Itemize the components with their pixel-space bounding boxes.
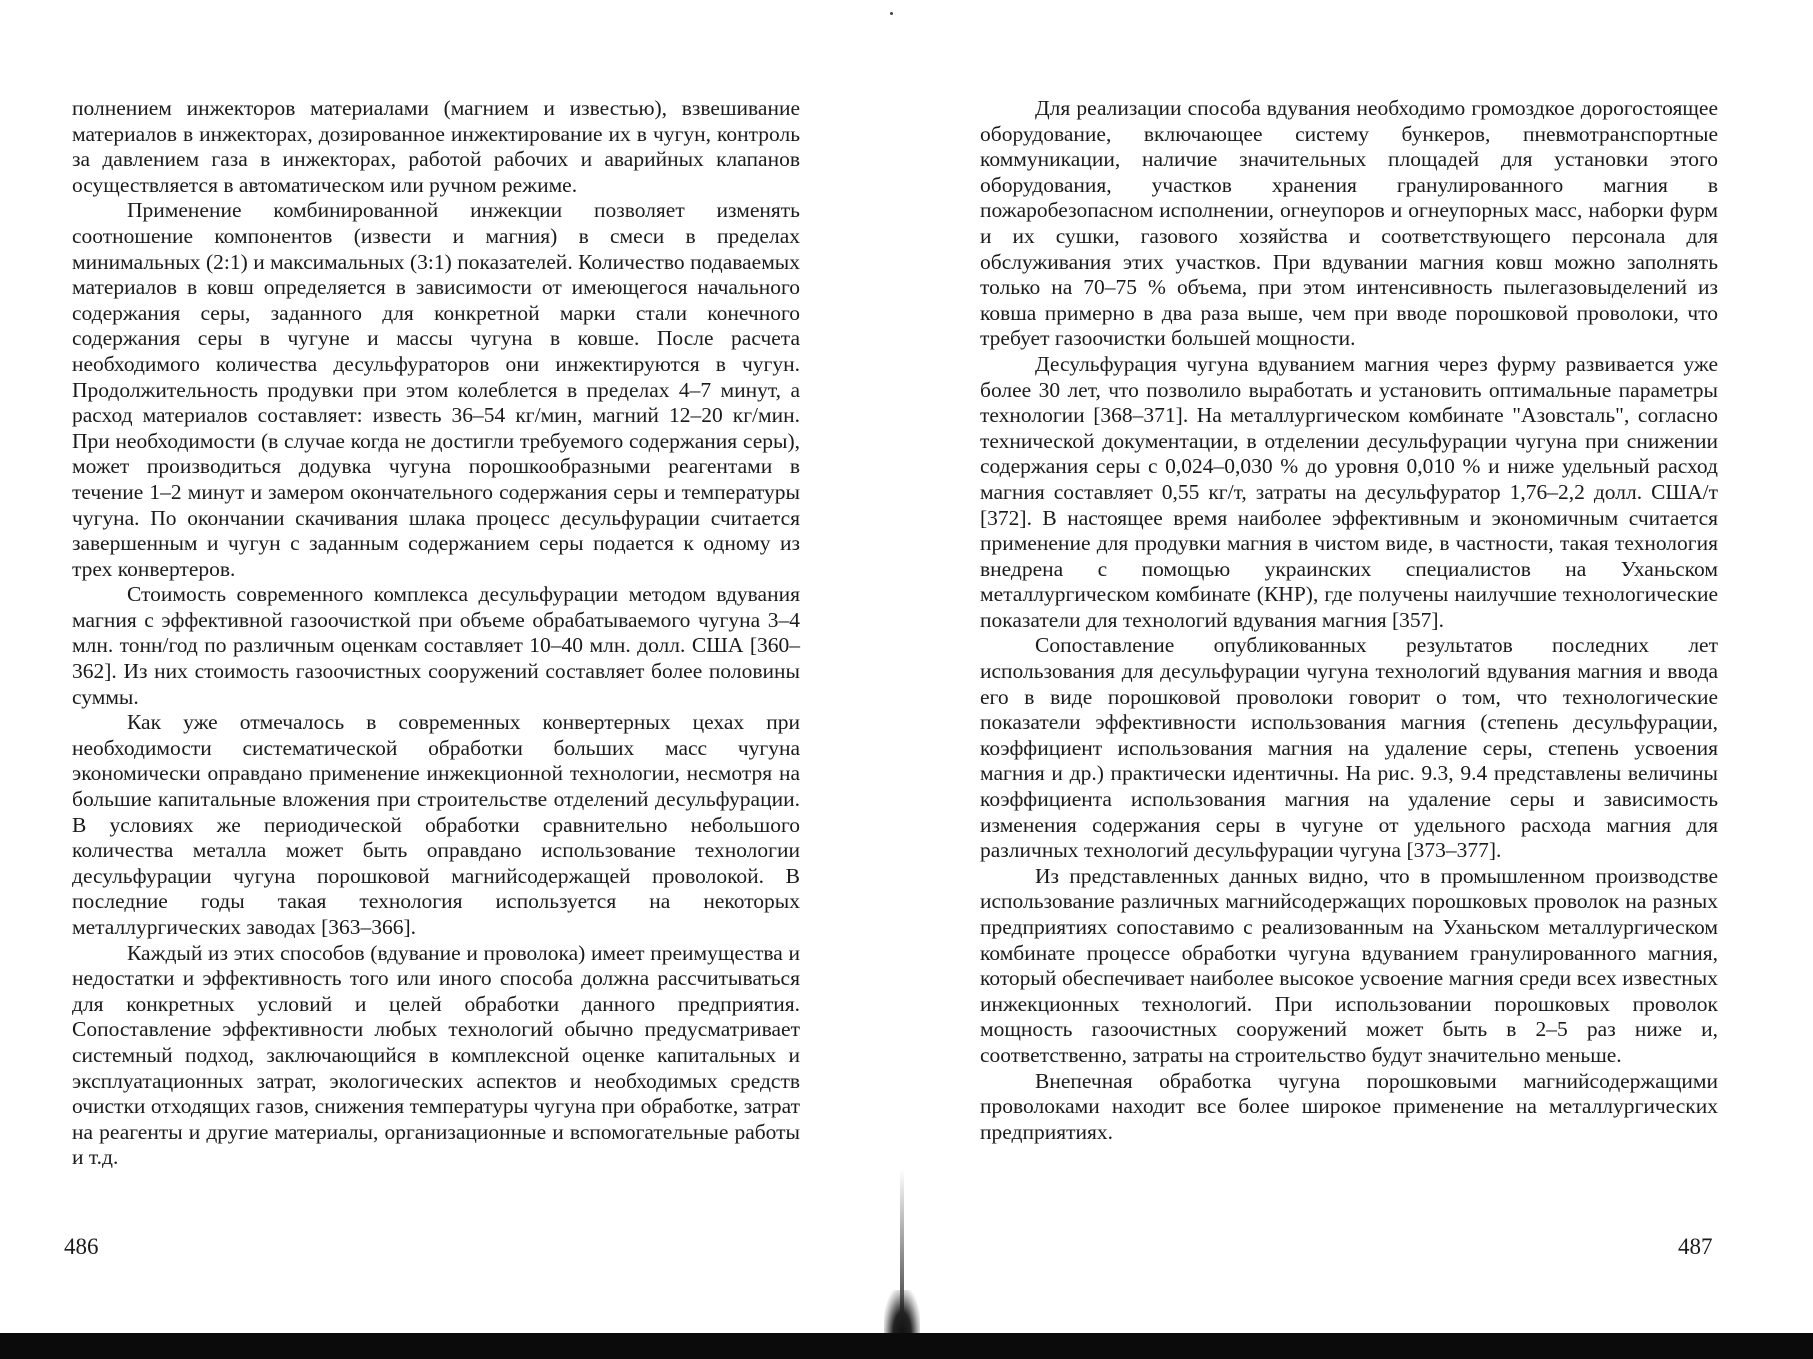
paragraph: Внепечная обработка чугуна порошковыми магнийсодержащими проволоками находит все более широкое применение на металлургических предприятиях. bbox=[980, 1068, 1718, 1144]
paragraph: Десульфурация чугуна вдуванием магния через фурму развивается уже более 30 лет, что позволило выработать и установить оптимальные параметры технологии [368–371]. На металлургическом комбинате "Азовсталь", согласно технической документации, в отделении десульфурации чугуна при снижении содержания серы с 0,024–0,030 % до уровня 0,010 % и ниже удельный расход магния составляет 0,55 кг/т, затраты на десульфуратор 1,76–2,2 долл. США/т [372]. В настоящее время наиболее эффективным и экономичным считается применение для продувки магния в чистом виде, в частности, такая технология внедрена с помощью украинских специалистов на Уханьском металлургическом комбинате (КНР), где получены наилучшие технологические показатели для технологий вдувания магния [357]. bbox=[980, 351, 1718, 632]
paragraph: Из представленных данных видно, что в промышленном производстве использование различных магнийсодержащих порошковых проволок на разных предприятиях сопоставимо с реализованным на Уханьском металлургическом комбинате процессе обработки чугуна вдуванием гранулированного магния, который обеспечивает наиболее высокое усвоение магния среди всех известных инжекционных технологий. При использовании порошковых проволок мощность газоочистных сооружений может быть в 2–5 раз ниже и, соответственно, затраты на строительство будут значительно меньше. bbox=[980, 863, 1718, 1067]
scan-speck bbox=[890, 12, 893, 15]
paragraph: Применение комбинированной инжекции позволяет изменять соотношение компонентов (извести и магния) в смеси в пределах минимальных (2:1) и максимальных (3:1) показателей. Количество подаваемых материалов в ковш определяется в зависимости от имеющегося начального содержания серы, заданного для конкретной марки стали конечного содержания серы в чугуне и массы чугуна в ковше. После расчета необходимого количества десульфураторов они инжектируются в чугун. Продолжительность продувки при этом колеблется в пределах 4–7 минут, а расход материалов составляет: известь 36–54 кг/мин, магний 12–20 кг/мин. При необходимости (в случае когда не достигли требуемого содержания серы), может производиться додувка чугуна порошкообразными реагентами в течение 1–2 минут и замером окончательного содержания серы и температуры чугуна. По окончании скачивания шлака процесс десульфурации считается завершенным и чугун с заданным содержанием серы подается к одному из трех конвертеров. bbox=[72, 198, 800, 581]
page-number-left: 486 bbox=[64, 1234, 99, 1259]
left-page bbox=[0, 0, 900, 1359]
scan-bottom-edge bbox=[0, 1333, 1813, 1359]
paragraph: Сопоставление опубликованных результатов последних лет использования для десульфурации чугуна технологий вдувания магния и ввода его в виде порошковой проволоки говорит о том, что технологические показатели эффективности использования магния (степень десульфурации, коэффициент использования магния на удаление серы, степень усвоения магния и др.) практически идентичны. На рис. 9.3, 9.4 представлены величины коэффициента использования магния на удаление серы и зависимость изменения содержания серы в чугуне от удельного расхода магния для различных технологий десульфурации чугуна [373–377]. bbox=[980, 633, 1718, 863]
left-page-text bbox=[72, 96, 800, 1171]
page-number-right: 487 bbox=[1678, 1234, 1713, 1259]
paragraph: Стоимость современного комплекса десульфурации методом вдувания магния с эффективной газоочисткой при объеме обрабатываемого чугуна 3–4 млн. тонн/год по различным оценкам составляет 10–40 млн. долл. США [360–362]. Из них стоимость газоочистных сооружений составляет более половины суммы. bbox=[72, 582, 800, 709]
paragraph: Как уже отмечалось в современных конвертерных цехах при необходимости систематической обработки больших масс чугуна экономически оправдано применение инжекционной технологии, несмотря на большие капитальные вложения при строительстве отделений десульфурации. В условиях же периодической обработки сравнительно небольшого количества металла может быть оправдано использование технологии десульфурации чугуна порошковой магнийсодержащей проволокой. В последние годы такая технология используется на некоторых металлургических заводах [363–366]. bbox=[72, 710, 800, 939]
paragraph: Для реализации способа вдувания необходимо громоздкое дорогостоящее оборудование, включающее систему бункеров, пневмотранспортные коммуникации, наличие значительных площадей для установки этого оборудования, участков хранения гранулированного магния в пожаробезопасном исполнении, огнеупоров и огнеупорных масс, наборки фурм и их сушки, газового хозяйства и соответствующего персонала для обслуживания этих участков. При вдувании магния ковш можно заполнять только на 70–75 % объема, при этом интенсивность пылегазовыделений из ковша примерно в два раза выше, чем при вводе порошковой проволоки, что требует газоочистки большей мощности. bbox=[980, 96, 1718, 351]
right-page bbox=[900, 0, 1813, 1359]
right-page-text bbox=[980, 96, 1718, 1145]
paragraph: полнением инжекторов материалами (магнием и известью), взвешивание материалов в инжекторах, дозированное инжектирование их в чугун, контроль за давлением газа в инжекторах, работой рабочих и аварийных клапанов осуществляется в автоматическом или ручном режиме. bbox=[72, 96, 800, 197]
paragraph: Каждый из этих способов (вдувание и проволока) имеет преимущества и недостатки и эффективность того или иного способа должна рассчитываться для конкретных условий и целей обработки данного предприятия. Сопоставление эффективности любых технологий обычно предусматривает системный подход, заключающийся в комплексной оценке капитальных и эксплуатационных затрат, экологических аспектов и необходимых средств очистки отходящих газов, снижения температуры чугуна при обработке, затрат на реагенты и другие материалы, организационные и вспомогательные работы и т.д. bbox=[72, 940, 800, 1170]
